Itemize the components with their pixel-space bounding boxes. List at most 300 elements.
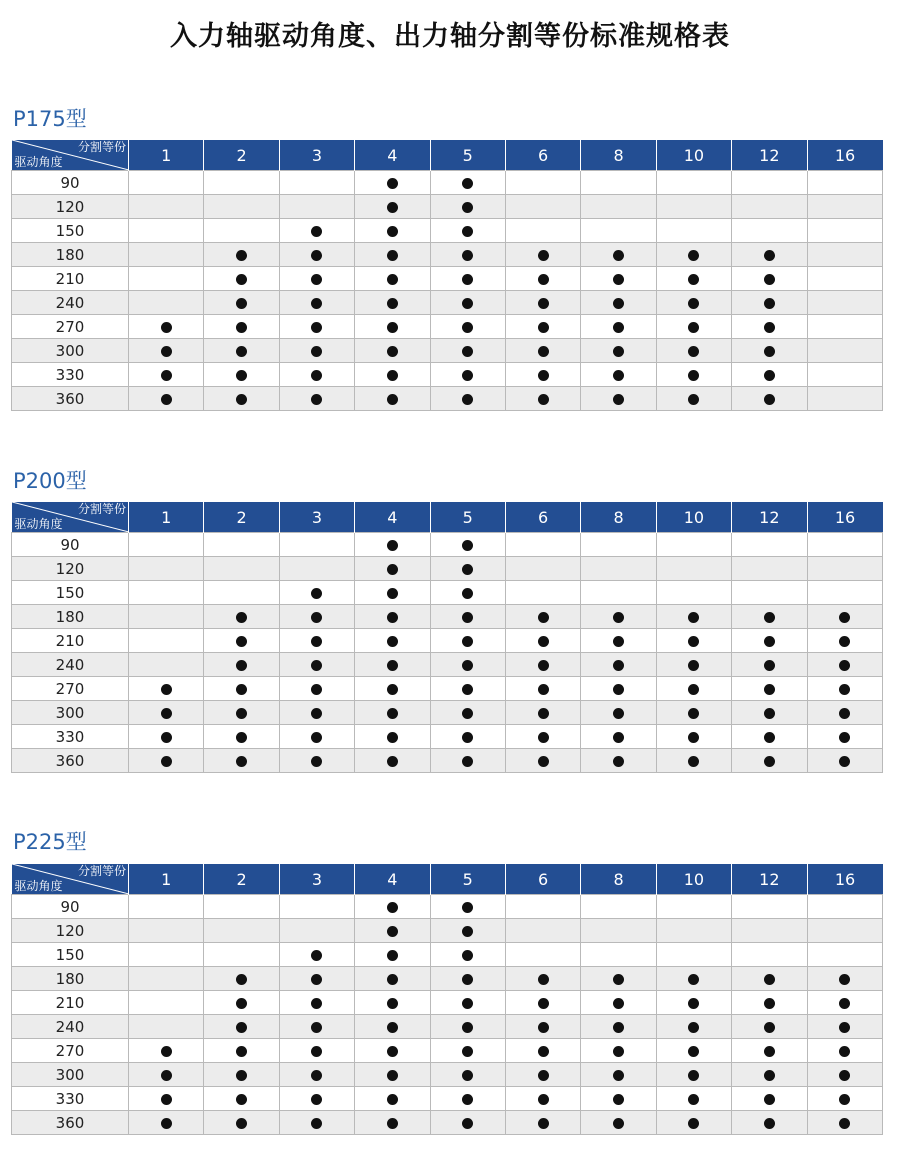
mark-cell [279, 363, 354, 387]
available-dot-icon [311, 974, 322, 985]
mark-cell [430, 581, 505, 605]
division-header: 4 [355, 502, 430, 533]
mark-cell [430, 243, 505, 267]
available-dot-icon [462, 226, 473, 237]
available-dot-icon [538, 322, 549, 333]
division-header: 3 [279, 502, 354, 533]
available-dot-icon [311, 322, 322, 333]
available-dot-icon [462, 684, 473, 695]
corner-angle-label: 驱动角度 [14, 517, 63, 531]
available-dot-icon [236, 274, 247, 285]
mark-cell [807, 339, 882, 363]
mark-cell [581, 195, 656, 219]
mark-cell [279, 267, 354, 291]
available-dot-icon [764, 370, 775, 381]
mark-cell [807, 1039, 882, 1063]
table-row [12, 725, 883, 749]
mark-cell [807, 195, 882, 219]
available-dot-icon [688, 756, 699, 767]
table-row [12, 967, 883, 991]
available-dot-icon [764, 346, 775, 357]
available-dot-icon [387, 1046, 398, 1057]
available-dot-icon [462, 394, 473, 405]
table-row [12, 195, 883, 219]
mark-cell [581, 1039, 656, 1063]
division-header: 1 [129, 140, 204, 171]
available-dot-icon [387, 708, 398, 719]
available-dot-icon [387, 756, 398, 767]
mark-cell [656, 991, 731, 1015]
table-row [12, 1039, 883, 1063]
model-title-p225: P225型 [13, 830, 87, 854]
mark-cell [581, 749, 656, 773]
available-dot-icon [161, 684, 172, 695]
mark-cell [279, 171, 354, 195]
available-dot-icon [839, 974, 850, 985]
available-dot-icon [311, 1118, 322, 1129]
angle-cell: 270 [12, 1039, 129, 1063]
mark-cell [204, 557, 279, 581]
corner-header [12, 864, 129, 895]
mark-cell [505, 533, 580, 557]
available-dot-icon [839, 684, 850, 695]
available-dot-icon [236, 250, 247, 261]
mark-cell [807, 653, 882, 677]
mark-cell [129, 219, 204, 243]
mark-cell [807, 605, 882, 629]
available-dot-icon [387, 950, 398, 961]
mark-cell [129, 291, 204, 315]
available-dot-icon [613, 370, 624, 381]
mark-cell [129, 1087, 204, 1111]
mark-cell [732, 749, 807, 773]
mark-cell [430, 629, 505, 653]
available-dot-icon [462, 612, 473, 623]
available-dot-icon [538, 998, 549, 1009]
angle-cell: 330 [12, 363, 129, 387]
available-dot-icon [688, 1070, 699, 1081]
mark-cell [204, 749, 279, 773]
mark-cell [581, 701, 656, 725]
angle-cell: 240 [12, 1015, 129, 1039]
available-dot-icon [387, 974, 398, 985]
available-dot-icon [613, 394, 624, 405]
mark-cell [807, 991, 882, 1015]
available-dot-icon [613, 1118, 624, 1129]
mark-cell [355, 339, 430, 363]
table-row [12, 677, 883, 701]
division-header: 5 [430, 140, 505, 171]
spec-table-p175 [11, 140, 883, 411]
table-row [12, 557, 883, 581]
available-dot-icon [688, 394, 699, 405]
corner-division-label: 分割等份 [77, 502, 126, 516]
mark-cell [204, 895, 279, 919]
available-dot-icon [387, 226, 398, 237]
table-row [12, 219, 883, 243]
mark-cell [581, 533, 656, 557]
table-row [12, 991, 883, 1015]
corner-angle-label: 驱动角度 [14, 879, 63, 893]
division-header: 8 [581, 140, 656, 171]
available-dot-icon [462, 346, 473, 357]
mark-cell [430, 605, 505, 629]
angle-cell: 150 [12, 581, 129, 605]
available-dot-icon [538, 636, 549, 647]
table-row [12, 315, 883, 339]
mark-cell [355, 701, 430, 725]
available-dot-icon [839, 1022, 850, 1033]
available-dot-icon [688, 370, 699, 381]
available-dot-icon [161, 1118, 172, 1129]
header-row [12, 502, 883, 533]
mark-cell [656, 677, 731, 701]
available-dot-icon [387, 178, 398, 189]
mark-cell [355, 895, 430, 919]
mark-cell [505, 291, 580, 315]
available-dot-icon [688, 636, 699, 647]
available-dot-icon [462, 1118, 473, 1129]
mark-cell [430, 219, 505, 243]
mark-cell [656, 533, 731, 557]
mark-cell [204, 1111, 279, 1135]
mark-cell [581, 387, 656, 411]
available-dot-icon [688, 1118, 699, 1129]
available-dot-icon [538, 346, 549, 357]
available-dot-icon [688, 250, 699, 261]
mark-cell [732, 315, 807, 339]
corner-header [12, 140, 129, 171]
division-header: 6 [505, 502, 580, 533]
mark-cell [279, 967, 354, 991]
available-dot-icon [538, 612, 549, 623]
mark-cell [279, 749, 354, 773]
available-dot-icon [613, 1094, 624, 1105]
mark-cell [581, 725, 656, 749]
mark-cell [581, 1111, 656, 1135]
table-row [12, 895, 883, 919]
mark-cell [505, 363, 580, 387]
mark-cell [355, 991, 430, 1015]
mark-cell [732, 533, 807, 557]
table-row [12, 749, 883, 773]
mark-cell [732, 557, 807, 581]
available-dot-icon [387, 298, 398, 309]
available-dot-icon [161, 370, 172, 381]
mark-cell [807, 919, 882, 943]
mark-cell [355, 267, 430, 291]
available-dot-icon [161, 1070, 172, 1081]
available-dot-icon [311, 226, 322, 237]
mark-cell [732, 1087, 807, 1111]
mark-cell [279, 1087, 354, 1111]
mark-cell [355, 967, 430, 991]
available-dot-icon [764, 756, 775, 767]
mark-cell [204, 919, 279, 943]
available-dot-icon [462, 564, 473, 575]
available-dot-icon [462, 636, 473, 647]
mark-cell [807, 171, 882, 195]
mark-cell [732, 629, 807, 653]
available-dot-icon [688, 1022, 699, 1033]
mark-cell [807, 895, 882, 919]
table-row [12, 1087, 883, 1111]
available-dot-icon [311, 732, 322, 743]
available-dot-icon [311, 346, 322, 357]
available-dot-icon [387, 588, 398, 599]
available-dot-icon [462, 1094, 473, 1105]
mark-cell [656, 1063, 731, 1087]
angle-cell: 120 [12, 557, 129, 581]
mark-cell [129, 1063, 204, 1087]
mark-cell [656, 1111, 731, 1135]
division-header: 4 [355, 864, 430, 895]
mark-cell [279, 1039, 354, 1063]
division-header: 5 [430, 864, 505, 895]
available-dot-icon [538, 274, 549, 285]
mark-cell [355, 725, 430, 749]
angle-cell: 360 [12, 1111, 129, 1135]
model-title-p175: P175型 [13, 107, 87, 131]
available-dot-icon [538, 974, 549, 985]
mark-cell [355, 1087, 430, 1111]
available-dot-icon [161, 394, 172, 405]
mark-cell [656, 1015, 731, 1039]
mark-cell [355, 919, 430, 943]
available-dot-icon [613, 612, 624, 623]
mark-cell [505, 1015, 580, 1039]
mark-cell [204, 195, 279, 219]
mark-cell [732, 267, 807, 291]
table-row [12, 363, 883, 387]
available-dot-icon [764, 1094, 775, 1105]
mark-cell [204, 291, 279, 315]
mark-cell [807, 1063, 882, 1087]
angle-cell: 180 [12, 243, 129, 267]
mark-cell [732, 991, 807, 1015]
mark-cell [204, 991, 279, 1015]
mark-cell [129, 581, 204, 605]
mark-cell [581, 629, 656, 653]
available-dot-icon [839, 756, 850, 767]
mark-cell [656, 725, 731, 749]
available-dot-icon [688, 1046, 699, 1057]
available-dot-icon [236, 998, 247, 1009]
mark-cell [355, 943, 430, 967]
mark-cell [355, 387, 430, 411]
mark-cell [581, 267, 656, 291]
available-dot-icon [161, 756, 172, 767]
mark-cell [129, 605, 204, 629]
available-dot-icon [538, 1046, 549, 1057]
mark-cell [656, 581, 731, 605]
mark-cell [656, 629, 731, 653]
mark-cell [807, 1015, 882, 1039]
mark-cell [656, 195, 731, 219]
angle-cell: 270 [12, 677, 129, 701]
mark-cell [656, 243, 731, 267]
mark-cell [204, 653, 279, 677]
mark-cell [732, 725, 807, 749]
mark-cell [355, 1039, 430, 1063]
mark-cell [279, 195, 354, 219]
mark-cell [807, 363, 882, 387]
available-dot-icon [613, 756, 624, 767]
available-dot-icon [462, 998, 473, 1009]
division-header: 1 [129, 502, 204, 533]
available-dot-icon [538, 1022, 549, 1033]
table-row [12, 581, 883, 605]
available-dot-icon [462, 1022, 473, 1033]
mark-cell [656, 967, 731, 991]
available-dot-icon [161, 1094, 172, 1105]
division-header: 3 [279, 140, 354, 171]
mark-cell [656, 943, 731, 967]
available-dot-icon [613, 974, 624, 985]
angle-cell: 180 [12, 967, 129, 991]
mark-cell [355, 605, 430, 629]
table-row [12, 1063, 883, 1087]
available-dot-icon [311, 708, 322, 719]
available-dot-icon [764, 1118, 775, 1129]
available-dot-icon [311, 1070, 322, 1081]
division-header: 2 [204, 140, 279, 171]
available-dot-icon [688, 274, 699, 285]
available-dot-icon [688, 732, 699, 743]
available-dot-icon [311, 274, 322, 285]
mark-cell [279, 291, 354, 315]
mark-cell [581, 315, 656, 339]
mark-cell [129, 171, 204, 195]
angle-cell: 330 [12, 725, 129, 749]
available-dot-icon [462, 250, 473, 261]
angle-cell: 120 [12, 195, 129, 219]
available-dot-icon [764, 1022, 775, 1033]
mark-cell [355, 291, 430, 315]
mark-cell [355, 653, 430, 677]
mark-cell [732, 701, 807, 725]
mark-cell [355, 363, 430, 387]
available-dot-icon [688, 660, 699, 671]
mark-cell [129, 725, 204, 749]
mark-cell [355, 749, 430, 773]
available-dot-icon [387, 684, 398, 695]
available-dot-icon [538, 1118, 549, 1129]
mark-cell [355, 557, 430, 581]
available-dot-icon [236, 974, 247, 985]
mark-cell [732, 1039, 807, 1063]
available-dot-icon [839, 732, 850, 743]
mark-cell [129, 1111, 204, 1135]
available-dot-icon [764, 322, 775, 333]
mark-cell [204, 725, 279, 749]
mark-cell [656, 315, 731, 339]
mark-cell [204, 363, 279, 387]
table-row [12, 387, 883, 411]
mark-cell [732, 291, 807, 315]
available-dot-icon [462, 660, 473, 671]
division-header: 6 [505, 140, 580, 171]
mark-cell [656, 701, 731, 725]
mark-cell [129, 653, 204, 677]
mark-cell [355, 1063, 430, 1087]
mark-cell [355, 533, 430, 557]
mark-cell [129, 1039, 204, 1063]
division-header: 8 [581, 864, 656, 895]
available-dot-icon [613, 732, 624, 743]
mark-cell [807, 533, 882, 557]
angle-cell: 240 [12, 653, 129, 677]
mark-cell [204, 315, 279, 339]
mark-cell [204, 677, 279, 701]
available-dot-icon [236, 756, 247, 767]
available-dot-icon [764, 660, 775, 671]
available-dot-icon [613, 998, 624, 1009]
available-dot-icon [462, 926, 473, 937]
mark-cell [204, 171, 279, 195]
mark-cell [279, 725, 354, 749]
available-dot-icon [387, 902, 398, 913]
available-dot-icon [387, 636, 398, 647]
available-dot-icon [839, 1070, 850, 1081]
available-dot-icon [236, 732, 247, 743]
mark-cell [430, 677, 505, 701]
available-dot-icon [839, 612, 850, 623]
mark-cell [129, 677, 204, 701]
mark-cell [656, 919, 731, 943]
available-dot-icon [839, 998, 850, 1009]
available-dot-icon [688, 346, 699, 357]
available-dot-icon [161, 732, 172, 743]
header-row [12, 864, 883, 895]
mark-cell [355, 243, 430, 267]
mark-cell [505, 991, 580, 1015]
mark-cell [430, 339, 505, 363]
mark-cell [505, 919, 580, 943]
mark-cell [656, 387, 731, 411]
available-dot-icon [236, 394, 247, 405]
mark-cell [656, 653, 731, 677]
available-dot-icon [688, 298, 699, 309]
mark-cell [581, 677, 656, 701]
mark-cell [430, 1111, 505, 1135]
mark-cell [430, 1039, 505, 1063]
available-dot-icon [387, 564, 398, 575]
mark-cell [355, 171, 430, 195]
available-dot-icon [688, 322, 699, 333]
mark-cell [732, 171, 807, 195]
mark-cell [430, 701, 505, 725]
available-dot-icon [764, 974, 775, 985]
available-dot-icon [688, 974, 699, 985]
available-dot-icon [538, 756, 549, 767]
angle-cell: 360 [12, 749, 129, 773]
mark-cell [505, 339, 580, 363]
mark-cell [505, 243, 580, 267]
available-dot-icon [236, 612, 247, 623]
mark-cell [279, 1111, 354, 1135]
mark-cell [430, 557, 505, 581]
available-dot-icon [311, 684, 322, 695]
mark-cell [279, 919, 354, 943]
table-row [12, 533, 883, 557]
available-dot-icon [839, 636, 850, 647]
available-dot-icon [311, 250, 322, 261]
available-dot-icon [311, 756, 322, 767]
division-header: 12 [732, 140, 807, 171]
mark-cell [656, 749, 731, 773]
table-row [12, 605, 883, 629]
